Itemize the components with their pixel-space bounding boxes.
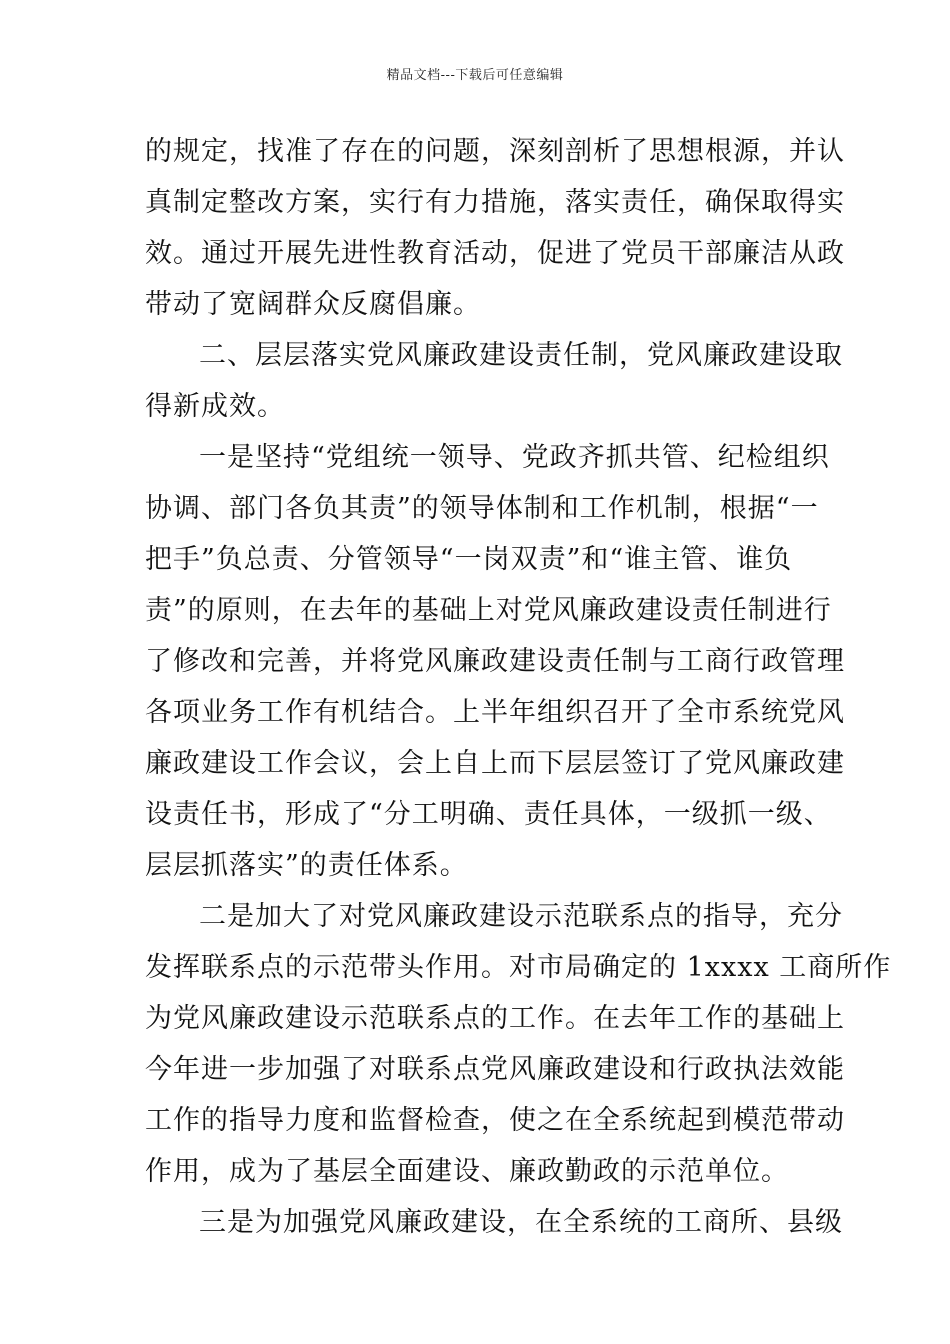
text-line: 得新成效。 (145, 391, 285, 422)
text-line: 发挥联系点的示范带头作用。对市局确定的 1xxxx 工商所作 (145, 952, 892, 983)
text-line: 效。通过开展先进性教育活动，促进了党员干部廉洁从政 (145, 238, 845, 269)
paragraph (145, 891, 892, 1197)
text-line: 真制定整改方案，实行有力措施，落实责任，确保取得实 (145, 187, 845, 218)
text-line: 廉政建设工作会议，会上自上而下层层签订了党风廉政建 (145, 748, 845, 779)
document-body (145, 126, 892, 1248)
page-header: 精品文档---下载后可任意编辑 (386, 68, 564, 83)
text-line: 带动了宽阔群众反腐倡廉。 (145, 289, 481, 320)
paragraph (145, 330, 843, 432)
text-line: 把手”负总责、分管领导“一岗双责”和“谁主管、谁负 (145, 544, 793, 575)
text-line: 的规定，找准了存在的问题，深刻剖析了思想根源，并认 (145, 136, 845, 167)
text-line: 了修改和完善，并将党风廉政建设责任制与工商行政管理 (145, 646, 845, 677)
text-line: 为党风廉政建设示范联系点的工作。在去年工作的基础上 (145, 1003, 845, 1034)
text-line: 各项业务工作有机结合。上半年组织召开了全市系统党风 (145, 697, 845, 728)
text-line: 一是坚持“党组统一领导、党政齐抓共管、纪检组织 (199, 442, 830, 473)
text-line: 工作的指导力度和监督检查，使之在全系统起到模范带动 (145, 1105, 845, 1136)
text-line: 层层抓落实”的责任体系。 (145, 850, 468, 881)
text-line: 作用，成为了基层全面建设、廉政勤政的示范单位。 (145, 1156, 789, 1187)
text-line: 今年进一步加强了对联系点党风廉政建设和行政执法效能 (145, 1054, 845, 1085)
text-line: 三是为加强党风廉政建设，在全系统的工商所、县级 (199, 1207, 843, 1238)
paragraph (145, 1197, 843, 1248)
text-line: 协调、部门各负其责”的领导体制和工作机制，根据“一 (145, 493, 819, 524)
text-line: 二是加大了对党风廉政建设示范联系点的指导，充分 (199, 901, 843, 932)
text-line: 设责任书，形成了“分工明确、责任具体，一级抓一级、 (145, 799, 832, 830)
paragraph (145, 432, 845, 891)
text-line: 二、层层落实党风廉政建设责任制，党风廉政建设取 (199, 340, 843, 371)
text-line: 责”的原则，在去年的基础上对党风廉政建设责任制进行 (145, 595, 832, 626)
paragraph (145, 126, 845, 330)
